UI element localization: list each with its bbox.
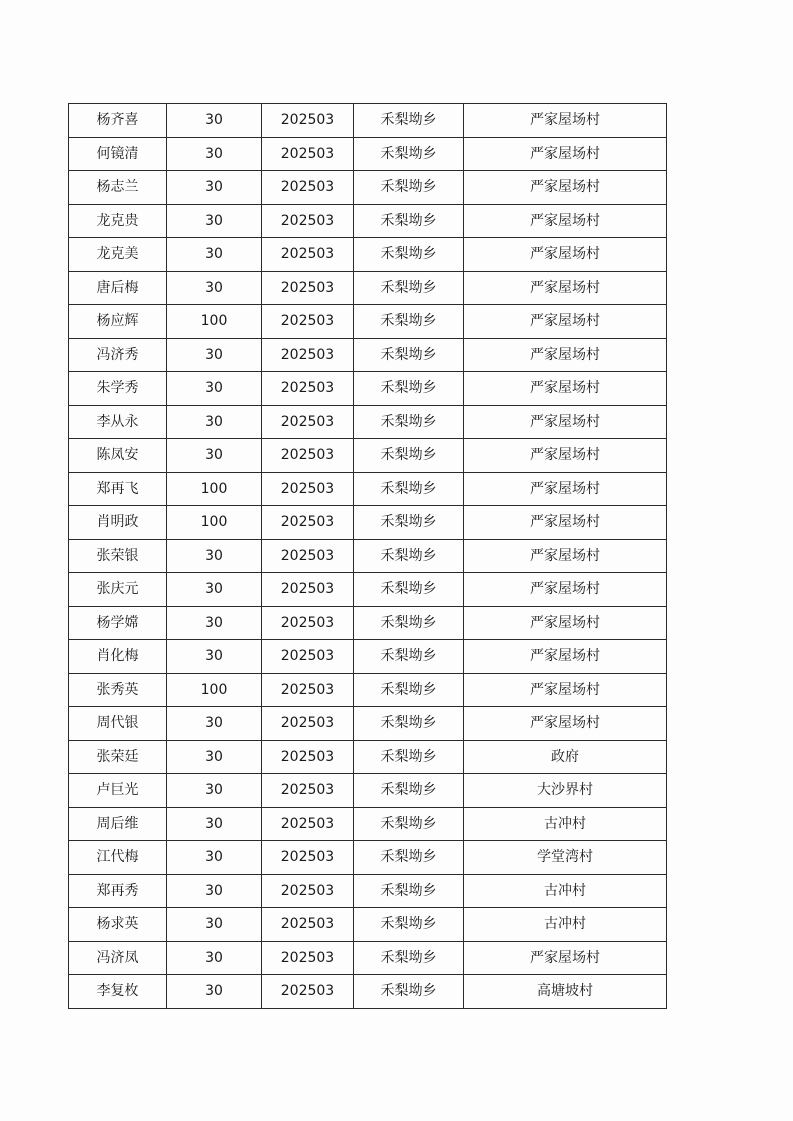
period-cell: 202503 <box>262 874 354 908</box>
village-cell: 严家屋场村 <box>464 338 667 372</box>
table-row <box>69 506 667 540</box>
period-cell: 202503 <box>262 372 354 406</box>
village-cell: 大沙界村 <box>464 774 667 808</box>
village-cell: 政府 <box>464 740 667 774</box>
table-row <box>69 137 667 171</box>
amount-cell: 100 <box>167 472 262 506</box>
township-cell: 禾梨坳乡 <box>354 740 464 774</box>
name-cell: 龙克美 <box>69 238 167 272</box>
name-cell: 周后维 <box>69 807 167 841</box>
village-cell: 严家屋场村 <box>464 271 667 305</box>
name-cell: 李从永 <box>69 405 167 439</box>
amount-cell: 30 <box>167 640 262 674</box>
name-cell: 张秀英 <box>69 673 167 707</box>
name-cell: 郑再秀 <box>69 874 167 908</box>
village-cell: 严家屋场村 <box>464 372 667 406</box>
amount-cell: 30 <box>167 238 262 272</box>
table-row <box>69 874 667 908</box>
township-cell: 禾梨坳乡 <box>354 305 464 339</box>
period-cell: 202503 <box>262 673 354 707</box>
period-cell: 202503 <box>262 841 354 875</box>
township-cell: 禾梨坳乡 <box>354 606 464 640</box>
name-cell: 郑再飞 <box>69 472 167 506</box>
amount-cell: 100 <box>167 506 262 540</box>
township-cell: 禾梨坳乡 <box>354 640 464 674</box>
township-cell: 禾梨坳乡 <box>354 439 464 473</box>
village-cell: 高塘坡村 <box>464 975 667 1009</box>
township-cell: 禾梨坳乡 <box>354 841 464 875</box>
village-cell: 严家屋场村 <box>464 606 667 640</box>
township-cell: 禾梨坳乡 <box>354 539 464 573</box>
name-cell: 肖化梅 <box>69 640 167 674</box>
period-cell: 202503 <box>262 774 354 808</box>
table-row <box>69 707 667 741</box>
table-row <box>69 439 667 473</box>
village-cell: 学堂湾村 <box>464 841 667 875</box>
village-cell: 严家屋场村 <box>464 238 667 272</box>
amount-cell: 30 <box>167 104 262 138</box>
period-cell: 202503 <box>262 104 354 138</box>
period-cell: 202503 <box>262 305 354 339</box>
township-cell: 禾梨坳乡 <box>354 573 464 607</box>
period-cell: 202503 <box>262 707 354 741</box>
table-row <box>69 774 667 808</box>
roster-table-body <box>69 104 667 1009</box>
amount-cell: 100 <box>167 673 262 707</box>
township-cell: 禾梨坳乡 <box>354 204 464 238</box>
village-cell: 严家屋场村 <box>464 305 667 339</box>
table-row <box>69 740 667 774</box>
village-cell: 严家屋场村 <box>464 640 667 674</box>
amount-cell: 30 <box>167 171 262 205</box>
village-cell: 严家屋场村 <box>464 707 667 741</box>
period-cell: 202503 <box>262 338 354 372</box>
name-cell: 何镜清 <box>69 137 167 171</box>
table-row <box>69 941 667 975</box>
township-cell: 禾梨坳乡 <box>354 707 464 741</box>
village-cell: 古冲村 <box>464 874 667 908</box>
table-row <box>69 204 667 238</box>
amount-cell: 30 <box>167 405 262 439</box>
period-cell: 202503 <box>262 606 354 640</box>
table-row <box>69 640 667 674</box>
amount-cell: 30 <box>167 807 262 841</box>
roster-table <box>68 103 667 1009</box>
village-cell: 严家屋场村 <box>464 137 667 171</box>
period-cell: 202503 <box>262 472 354 506</box>
name-cell: 张庆元 <box>69 573 167 607</box>
name-cell: 朱学秀 <box>69 372 167 406</box>
table-row <box>69 673 667 707</box>
table-row <box>69 606 667 640</box>
period-cell: 202503 <box>262 405 354 439</box>
period-cell: 202503 <box>262 975 354 1009</box>
village-cell: 严家屋场村 <box>464 573 667 607</box>
township-cell: 禾梨坳乡 <box>354 372 464 406</box>
amount-cell: 30 <box>167 372 262 406</box>
township-cell: 禾梨坳乡 <box>354 338 464 372</box>
period-cell: 202503 <box>262 807 354 841</box>
village-cell: 严家屋场村 <box>464 405 667 439</box>
village-cell: 严家屋场村 <box>464 506 667 540</box>
township-cell: 禾梨坳乡 <box>354 975 464 1009</box>
table-row <box>69 338 667 372</box>
amount-cell: 30 <box>167 573 262 607</box>
township-cell: 禾梨坳乡 <box>354 104 464 138</box>
amount-cell: 30 <box>167 908 262 942</box>
village-cell: 严家屋场村 <box>464 673 667 707</box>
amount-cell: 30 <box>167 137 262 171</box>
period-cell: 202503 <box>262 640 354 674</box>
table-row <box>69 271 667 305</box>
name-cell: 冯济秀 <box>69 338 167 372</box>
village-cell: 严家屋场村 <box>464 204 667 238</box>
table-row <box>69 908 667 942</box>
village-cell: 古冲村 <box>464 807 667 841</box>
name-cell: 冯济凤 <box>69 941 167 975</box>
name-cell: 陈凤安 <box>69 439 167 473</box>
table-row <box>69 975 667 1009</box>
amount-cell: 30 <box>167 539 262 573</box>
table-row <box>69 305 667 339</box>
period-cell: 202503 <box>262 908 354 942</box>
township-cell: 禾梨坳乡 <box>354 472 464 506</box>
period-cell: 202503 <box>262 573 354 607</box>
amount-cell: 100 <box>167 305 262 339</box>
village-cell: 严家屋场村 <box>464 104 667 138</box>
township-cell: 禾梨坳乡 <box>354 941 464 975</box>
table-row <box>69 104 667 138</box>
table-row <box>69 807 667 841</box>
name-cell: 李复枚 <box>69 975 167 1009</box>
table-row <box>69 539 667 573</box>
amount-cell: 30 <box>167 204 262 238</box>
period-cell: 202503 <box>262 539 354 573</box>
name-cell: 周代银 <box>69 707 167 741</box>
township-cell: 禾梨坳乡 <box>354 673 464 707</box>
table-row <box>69 372 667 406</box>
township-cell: 禾梨坳乡 <box>354 238 464 272</box>
name-cell: 龙克贵 <box>69 204 167 238</box>
amount-cell: 30 <box>167 606 262 640</box>
amount-cell: 30 <box>167 841 262 875</box>
amount-cell: 30 <box>167 874 262 908</box>
amount-cell: 30 <box>167 439 262 473</box>
name-cell: 杨求英 <box>69 908 167 942</box>
table-row <box>69 405 667 439</box>
village-cell: 严家屋场村 <box>464 472 667 506</box>
village-cell: 严家屋场村 <box>464 439 667 473</box>
table-row <box>69 472 667 506</box>
amount-cell: 30 <box>167 774 262 808</box>
amount-cell: 30 <box>167 975 262 1009</box>
period-cell: 202503 <box>262 204 354 238</box>
period-cell: 202503 <box>262 238 354 272</box>
table-row <box>69 573 667 607</box>
period-cell: 202503 <box>262 941 354 975</box>
table-row <box>69 841 667 875</box>
name-cell: 江代梅 <box>69 841 167 875</box>
name-cell: 张荣廷 <box>69 740 167 774</box>
village-cell: 古冲村 <box>464 908 667 942</box>
amount-cell: 30 <box>167 271 262 305</box>
village-cell: 严家屋场村 <box>464 171 667 205</box>
township-cell: 禾梨坳乡 <box>354 774 464 808</box>
township-cell: 禾梨坳乡 <box>354 908 464 942</box>
name-cell: 杨学嫦 <box>69 606 167 640</box>
name-cell: 杨齐喜 <box>69 104 167 138</box>
village-cell: 严家屋场村 <box>464 539 667 573</box>
township-cell: 禾梨坳乡 <box>354 874 464 908</box>
period-cell: 202503 <box>262 171 354 205</box>
amount-cell: 30 <box>167 941 262 975</box>
table-row <box>69 171 667 205</box>
amount-cell: 30 <box>167 740 262 774</box>
township-cell: 禾梨坳乡 <box>354 506 464 540</box>
amount-cell: 30 <box>167 338 262 372</box>
name-cell: 肖明政 <box>69 506 167 540</box>
period-cell: 202503 <box>262 740 354 774</box>
table-row <box>69 238 667 272</box>
period-cell: 202503 <box>262 271 354 305</box>
township-cell: 禾梨坳乡 <box>354 807 464 841</box>
amount-cell: 30 <box>167 707 262 741</box>
period-cell: 202503 <box>262 137 354 171</box>
name-cell: 卢巨光 <box>69 774 167 808</box>
name-cell: 杨志兰 <box>69 171 167 205</box>
township-cell: 禾梨坳乡 <box>354 171 464 205</box>
township-cell: 禾梨坳乡 <box>354 405 464 439</box>
name-cell: 唐后梅 <box>69 271 167 305</box>
village-cell: 严家屋场村 <box>464 941 667 975</box>
name-cell: 杨应辉 <box>69 305 167 339</box>
township-cell: 禾梨坳乡 <box>354 137 464 171</box>
period-cell: 202503 <box>262 506 354 540</box>
township-cell: 禾梨坳乡 <box>354 271 464 305</box>
name-cell: 张荣银 <box>69 539 167 573</box>
period-cell: 202503 <box>262 439 354 473</box>
